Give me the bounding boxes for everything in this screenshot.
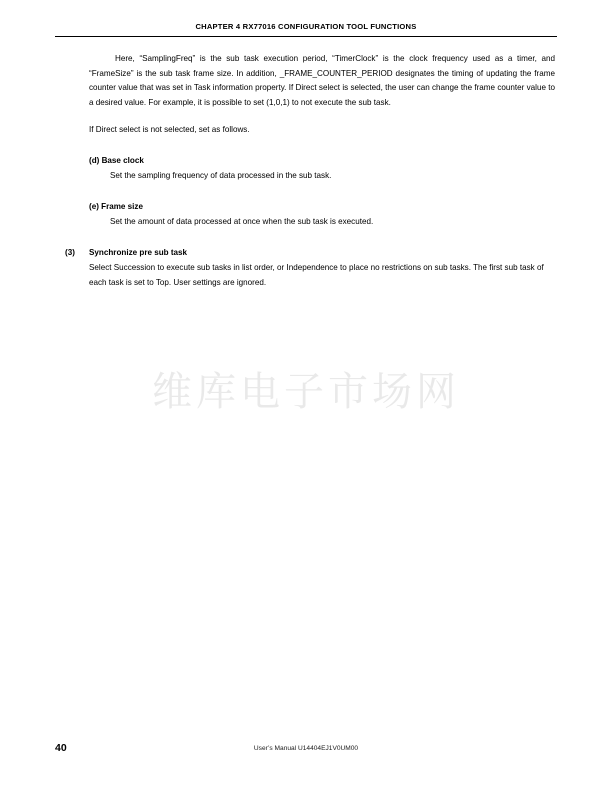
numbered-section-body: Select Succession to execute sub tasks in list order, or Independence to place no restrictions on sub tasks. The first sub task of each task is set to Top. User settings are ignored. [89,263,544,287]
page-content [55,52,557,290]
numbered-section-title: Synchronize pre sub task [89,248,188,258]
numbered-section-number: (3) [65,248,75,258]
section-heading-base-clock: (d) Base clock [89,155,144,165]
watermark-text: 维库电子市场网 [152,369,460,415]
section-body-frame-size: Set the amount of data processed at once when the sub task is executed. [110,216,374,226]
paragraph-direct-select: If Direct select is not selected, set as follows. [89,125,250,135]
page-header: CHAPTER 4 RX77016 CONFIGURATION TOOL FUNCTIONS [195,22,417,31]
header-divider [55,36,557,37]
footer-page-number: 40 [55,742,67,754]
numbered-section-heading [65,248,557,257]
section-heading-frame-size: (e) Frame size [89,201,143,211]
footer-manual-reference: User’s Manual U14404EJ1V0UM00 [253,745,359,752]
paragraph-sampling-freq: Here, “SamplingFreq” is the sub task execution period, “TimerClock” is the clock frequency used as a timer, and “FrameSize” is the sub task frame size. In addition, _FRAME_COUNTER_PERIOD designates the timing of updating the frame counter value that was set in Task information property. If Direct select is selected, the user can change the frame counter value to a desired value. For example, it is possible to set (1,0,1) to not execute the sub task. [89,54,555,107]
section-body-base-clock: Set the sampling frequency of data processed in the sub task. [110,170,332,180]
